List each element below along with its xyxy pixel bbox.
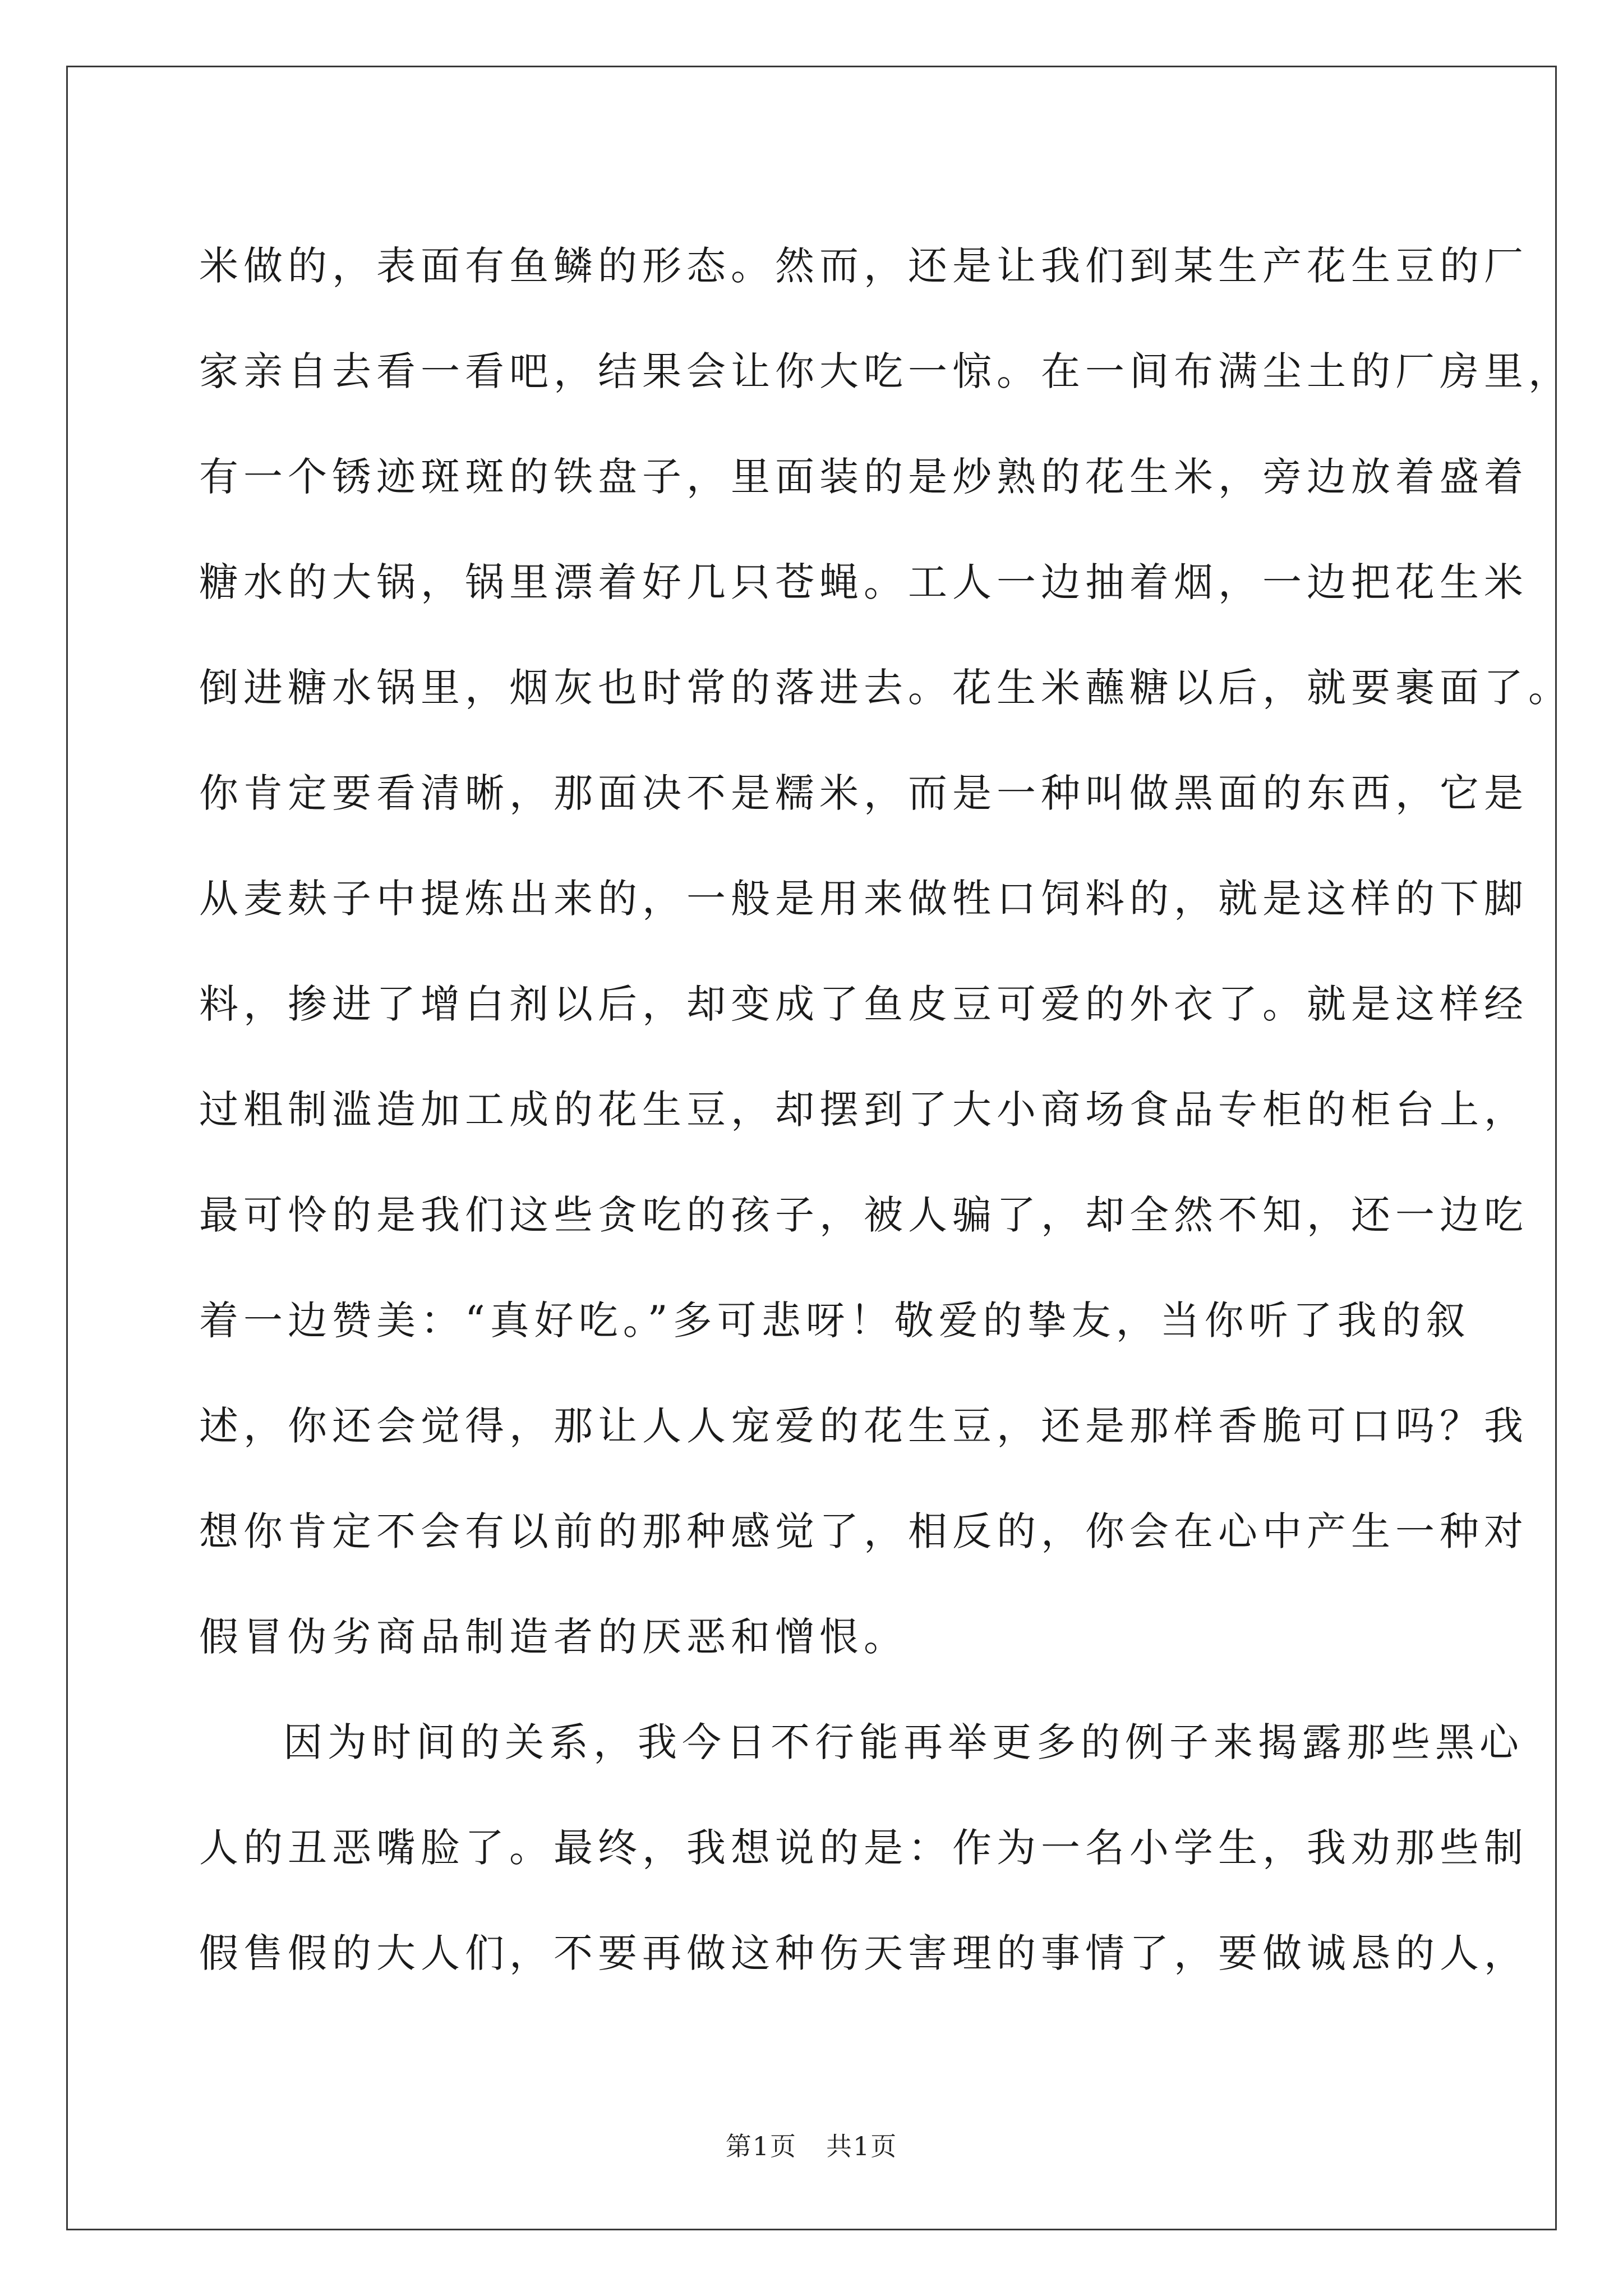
page-footer (0, 2129, 1623, 2163)
text-line: 米做的，表面有鱼鳞的形态。然而，还是让我们到某生产花生豆的厂 (199, 243, 1528, 289)
text-line: 倒进糖水锅里，烟灰也时常的落进去。花生米蘸糖以后，就要裹面了。 (199, 665, 1573, 711)
text-line: 糖水的大锅，锅里漂着好几只苍蝇。工人一边抽着烟，一边把花生米 (199, 559, 1528, 605)
text-line: 假售假的大人们，不要再做这种伤天害理的事情了，要做诚恳的人， (199, 1930, 1528, 1976)
text-line: 假冒伪劣商品制造者的厌恶和憎恨。 (199, 1614, 908, 1660)
text-line: 家亲自去看一看吧，结果会让你大吃一惊。在一间布满尘土的厂房里， (199, 348, 1573, 394)
text-line: 想你肯定不会有以前的那种感觉了，相反的，你会在心中产生一种对 (199, 1508, 1528, 1554)
text-line: 着一边赞美：“真好吃。”多可悲呀！敬爱的挚友，当你听了我的叙 (199, 1297, 1470, 1343)
text-line: 从麦麸子中提炼出来的，一般是用来做牲口饲料的，就是这样的下脚 (199, 876, 1528, 922)
text-line: 最可怜的是我们这些贪吃的孩子，被人骗了，却全然不知，还一边吃 (199, 1192, 1528, 1238)
text-line: 述，你还会觉得，那让人人宠爱的花生豆，还是那样香脆可口吗？我 (199, 1403, 1528, 1449)
page-total: 共1页 (826, 2131, 898, 2161)
text-line: 你肯定要看清晰，那面决不是糯米，而是一种叫做黑面的东西，它是 (199, 770, 1528, 816)
paragraph-first-line: 因为时间的关系，我今日不行能再举更多的例子来揭露那些黑心 (283, 1719, 1524, 1765)
text-line: 过粗制滥造加工成的花生豆，却摆到了大小商场食品专柜的柜台上， (199, 1087, 1528, 1133)
text-line: 料，掺进了增白剂以后，却变成了鱼皮豆可爱的外衣了。就是这样经 (199, 981, 1528, 1027)
document-body (199, 213, 1573, 2006)
text-line: 人的丑恶嘴脸了。最终，我想说的是：作为一名小学生，我劝那些制 (199, 1825, 1528, 1871)
page-number: 第1页 (725, 2131, 797, 2161)
text-line: 有一个锈迹斑斑的铁盘子，里面装的是炒熟的花生米，旁边放着盛着 (199, 454, 1528, 500)
